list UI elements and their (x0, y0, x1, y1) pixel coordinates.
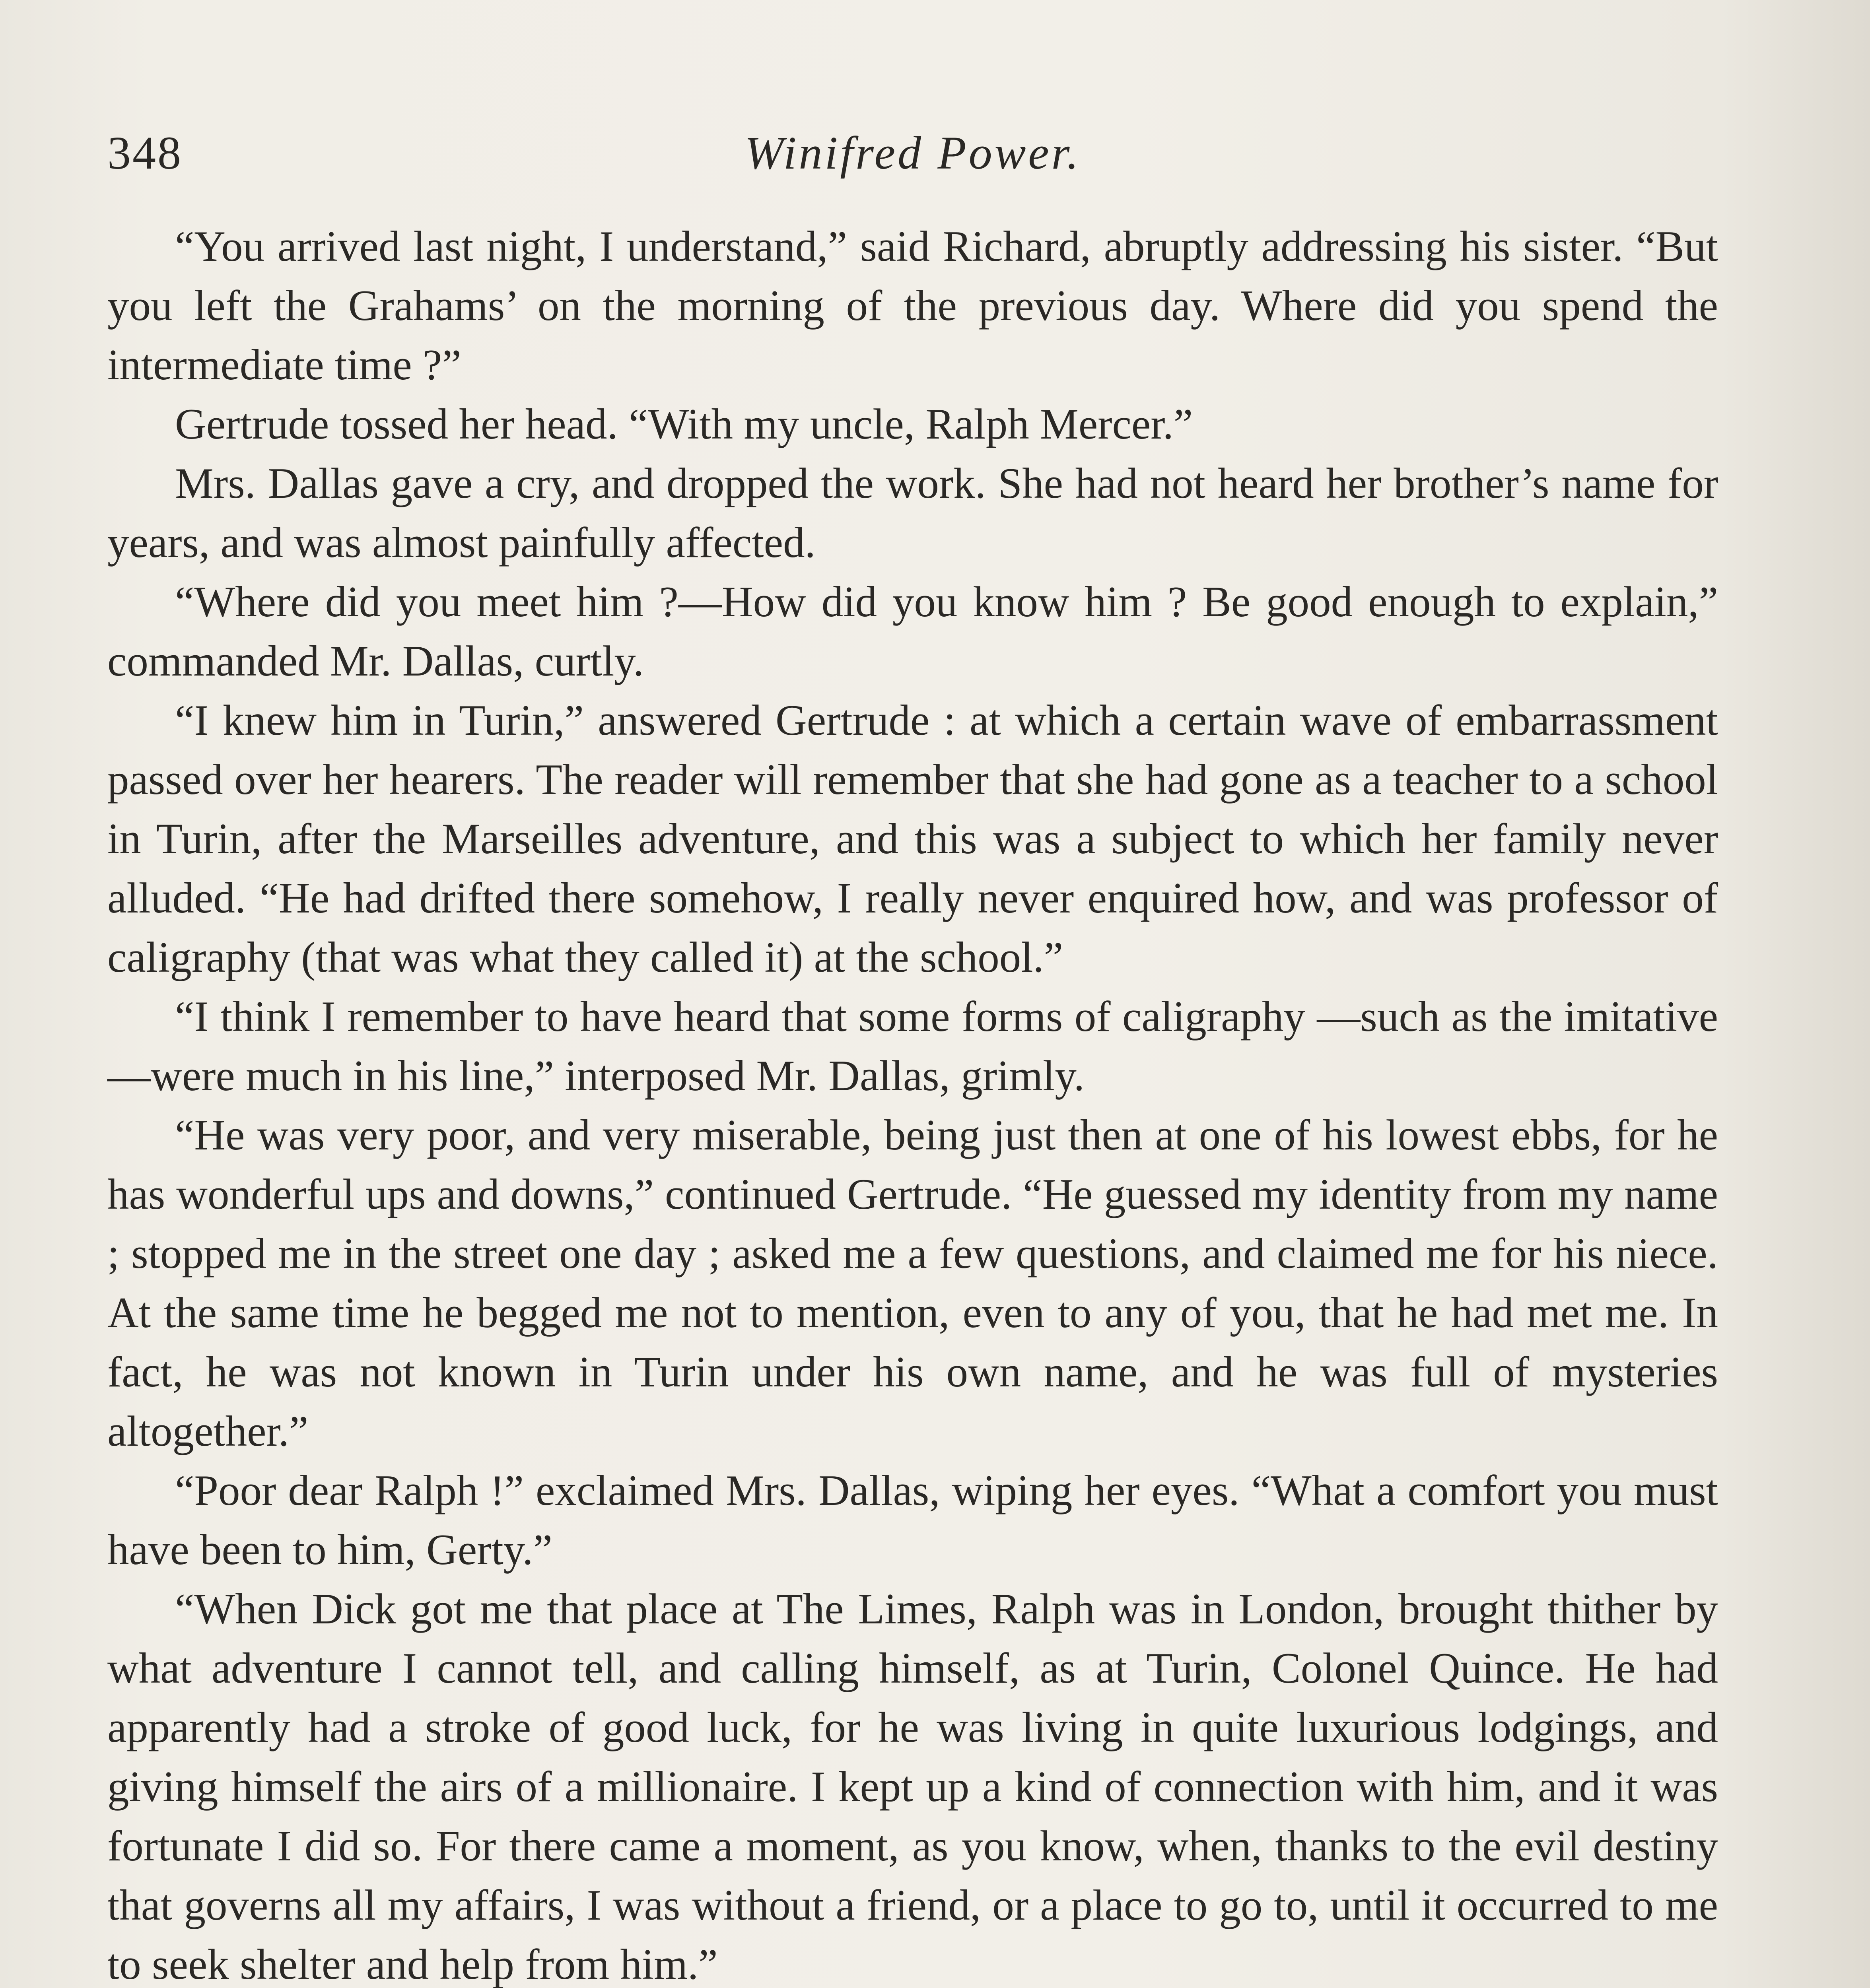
paragraph: “Where did you meet him ?—How did you know him ? Be good enough to explain,” commanded Mr. Dallas, curtly. (107, 578, 1718, 685)
paragraph: “I knew him in Turin,” answered Gertrude : at which a certain wave of embarrassment passed over her hearers. The reader will remember that she had gone as a teacher to a school in Turin, after the Marseilles adventure, and this was a subject to which her family never alluded. “He had drifted there somehow, I really never enquired how, and was professor of caligraphy (that was what they called it) at the school.” (107, 696, 1718, 981)
paragraph: “Poor dear Ralph !” exclaimed Mrs. Dallas, wiping her eyes. “What a comfort you must have been to him, Gerty.” (107, 1466, 1718, 1574)
paragraph: “He was very poor, and very miserable, being just then at one of his lowest ebbs, for he has wonderful ups and downs,” continued Gertrude. “He guessed my identity from my name ; stopped me in the street one day ; asked me a few questions, and claimed me for his niece. At the same time he begged me not to mention, even to any of you, that he had met me. In fact, he was not known in Turin under his own name, and he was full of mysteries altogether.” (107, 1111, 1718, 1455)
paragraph: Gertrude tossed her head. “With my uncle, Ralph Mercer.” (175, 400, 1193, 448)
page-number: 348 (107, 127, 183, 179)
running-head: Winifred Power. (744, 127, 1081, 179)
paragraph: “You arrived last night, I understand,” said Richard, abruptly addressing his sister. “But you left the Grahams’ on the morning of the previous day. Where did you spend the intermediate time ?” (107, 222, 1718, 389)
paragraph: “When Dick got me that place at The Limes, Ralph was in London, brought thither by what adventure I cannot tell, and calling himself, as at Turin, Colonel Quince. He had apparently had a stroke of good luck, for he was living in quite luxurious lodgings, and giving himself the airs of a millionaire. I kept up a kind of connection with him, and it was fortunate I did so. For there came a moment, as you know, when, thanks to the evil destiny that governs all my affairs, I was without a friend, or a place to go to, until it occurred to me to seek shelter and help from him.” (107, 1585, 1718, 1988)
paragraph: “I think I remember to have heard that some forms of caligraphy —such as the imitative—were much in his line,” interposed Mr. Dallas, grimly. (107, 992, 1718, 1100)
body-text (107, 217, 1718, 1988)
paragraph: Mrs. Dallas gave a cry, and dropped the work. She had not heard her brother’s name for years, and was almost painfully affected. (107, 459, 1718, 567)
page-header (107, 119, 1718, 187)
